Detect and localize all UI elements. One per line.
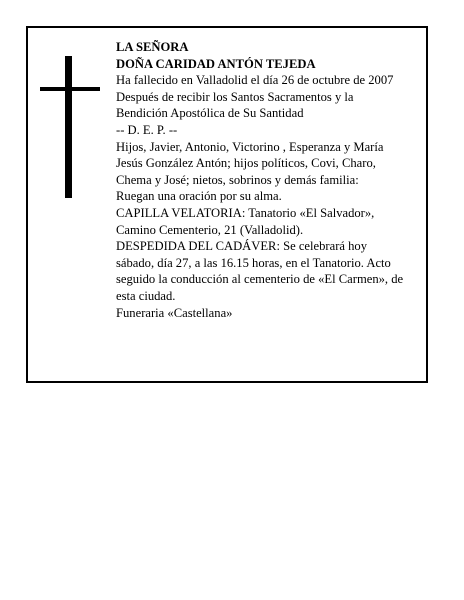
notice-line-children: Hijos, Javier, Antonio, Victorino , Esperanza y María [116, 139, 384, 154]
deceased-name: DOÑA CARIDAD ANTÓN TEJEDA [116, 56, 316, 71]
notice-line-farewell-time: sábado, día 27, a las 16.15 horas, en el Tanatorio. Acto [116, 255, 391, 270]
notice-heading: LA SEÑORA [116, 40, 189, 54]
cross-vertical-bar [65, 56, 72, 198]
notice-line-funeral-home: Funeraria «Castellana» [116, 305, 233, 320]
notice-line-in-laws: Jesús González Antón; hijos políticos, Covi, Charo, [116, 156, 376, 171]
notice-line-city: esta ciudad. [116, 288, 176, 303]
obituary-notice [26, 26, 428, 383]
notice-line-farewell: DESPEDIDA DEL CADÁVER: Se celebrará hoy [116, 239, 368, 254]
notice-line-chapel-address: Camino Cementerio, 21 (Valladolid). [116, 222, 304, 237]
notice-line-blessing: Bendición Apostólica de Su Santidad [116, 106, 304, 121]
notice-text [116, 39, 436, 321]
notice-line-procession: seguido la conducción al cementerio de «El Carmen», de [116, 272, 404, 287]
notice-line-sacraments: Después de recibir los Santos Sacramentos y la [116, 89, 354, 104]
notice-line-chapel: CAPILLA VELATORIA: Tanatorio «El Salvador», [116, 205, 375, 220]
notice-line-prayer: Ruegan una oración por su alma. [116, 189, 282, 204]
notice-line-rip: -- D. E. P. -- [116, 122, 178, 137]
cross-horizontal-bar [40, 87, 100, 91]
cross-icon [40, 56, 100, 198]
notice-line-family: Chema y José; nietos, sobrinos y demás familia: [116, 172, 359, 187]
notice-line-death: Ha fallecido en Valladolid el día 26 de octubre de 2007 [116, 73, 394, 88]
